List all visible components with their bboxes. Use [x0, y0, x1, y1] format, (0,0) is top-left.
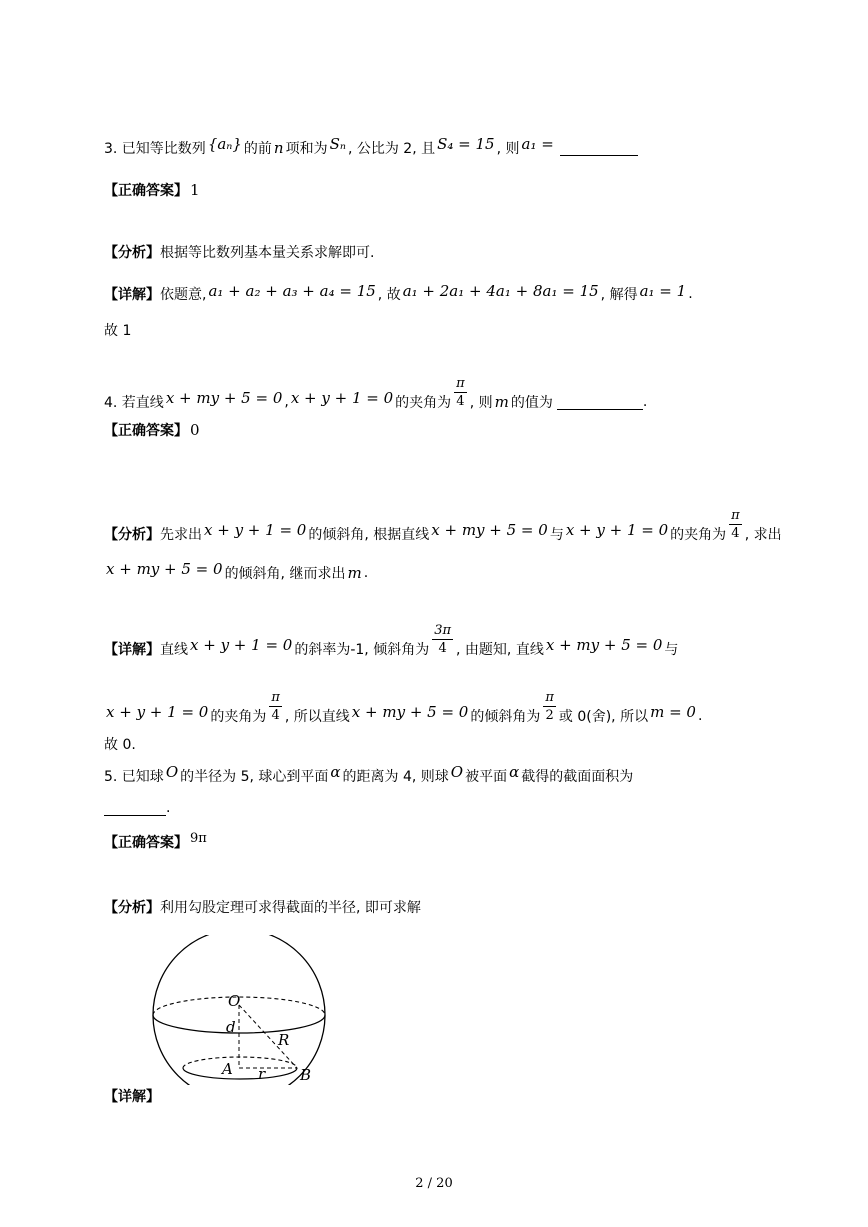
label-B: B [300, 1066, 312, 1084]
fraction: $\frac{\pi}{4}$ [731, 508, 740, 541]
section-front [183, 1068, 297, 1079]
fraction: $\frac{3\pi}{4}$ [434, 623, 452, 656]
label-r: r [258, 1065, 266, 1083]
question-3: 3. 已知等比数列 {aₙ} 的前 n 项和为 Sₙ , 公比为 2, 且 S₄ = 15 , 则 a₁ = [104, 138, 638, 158]
answer-blank [104, 801, 166, 816]
equator-front [153, 1015, 325, 1033]
detail-4: 【详解】 直线 x + y + 1 = 0 的斜率为-1, 倾斜角为 $\frac{3\pi}{4}$ , 由题知, 直线 x + my + 5 = 0 与 [104, 623, 679, 658]
label-A: A [222, 1060, 233, 1078]
analysis-4: 【分析】 先求出 x + y + 1 = 0 的倾斜角, 根据直线 x + my + 5 = 0 与 x + y + 1 = 0 的夹角为 $\frac{\pi}{4}$ , 求出 [104, 508, 782, 543]
analysis-4-cont: x + my + 5 = 0 的倾斜角, 继而求出 m . [106, 560, 369, 582]
question-4: 4. 若直线 x + my + 5 = 0 , x + y + 1 = 0 的夹角为 $\frac{\pi}{4}$ , 则 m 的值为 . [104, 376, 648, 411]
fraction: $\frac{\pi}{4}$ [271, 690, 280, 723]
fraction: $\frac{\pi}{4}$ [456, 376, 465, 409]
answer-5: 【正确答案】 9π [104, 830, 207, 851]
detail-5: 【详解】 [104, 1089, 160, 1105]
answer-blank [560, 141, 638, 156]
label-R: R [278, 1031, 290, 1049]
conclusion-3: 故 1 [104, 323, 132, 339]
analysis-3: 【分析】 根据等比数列基本量关系求解即可. [104, 245, 375, 261]
analysis-5: 【分析】 利用勾股定理可求得截面的半径, 即可求解 [104, 900, 421, 916]
question-5-cont: . [104, 800, 170, 816]
detail-3: 【详解】 依题意, a₁ + a₂ + a₃ + a₄ = 15 , 故 a₁ + 2a₁ + 4a₁ + 8a₁ = 15 , 解得 a₁ = 1 . [104, 282, 693, 303]
answer-blank [557, 395, 643, 410]
section-back [183, 1057, 297, 1068]
label-O: O [228, 992, 241, 1010]
page-number: 2 / 20 [415, 1176, 453, 1191]
answer-3: 【正确答案】 1 [104, 181, 200, 199]
question-5: 5. 已知球 O 的半径为 5, 球心到平面 α 的距离为 4, 则球 O 被平面 α 截得的截面面积为 [104, 763, 634, 785]
answer-4: 【正确答案】 0 [104, 421, 200, 439]
fraction: $\frac{\pi}{2}$ [545, 690, 554, 723]
conclusion-4: 故 0. [104, 737, 136, 753]
label-d: d [226, 1018, 236, 1036]
detail-4-cont: x + y + 1 = 0 的夹角为 $\frac{\pi}{4}$ , 所以直线 x + my + 5 = 0 的倾斜角为 $\frac{\pi}{2}$ 或 0(舍), 所以 m = 0 . [106, 690, 703, 725]
sphere-figure [150, 935, 330, 1085]
